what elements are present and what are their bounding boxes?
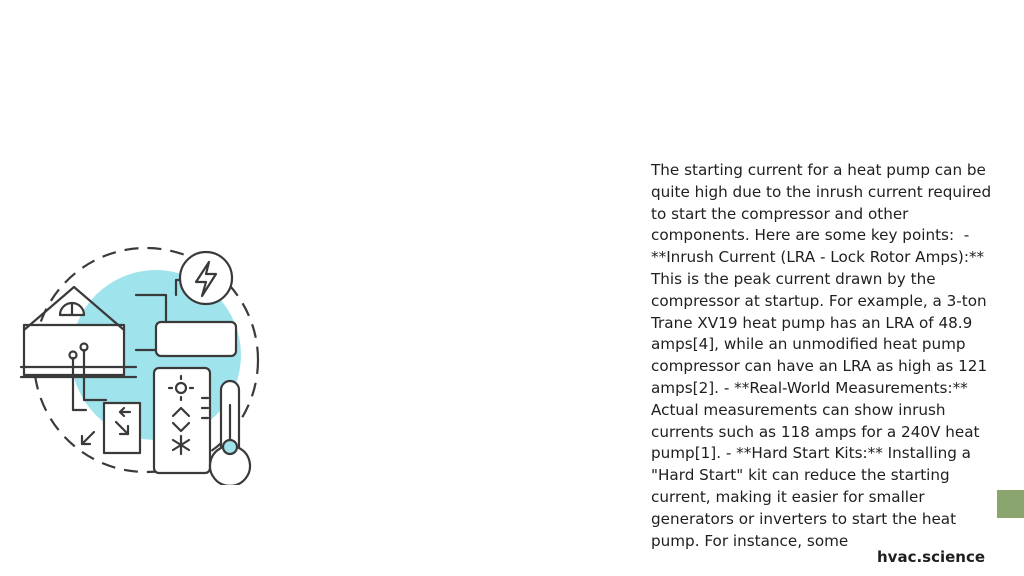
brand-watermark: hvac.science	[877, 548, 986, 566]
arrows-icon	[82, 403, 140, 453]
article-paragraph: The starting current for a heat pump can be quite high due to the inrush current required to start the compressor and other components. Here are some key points: - **Inrush Current (LRA - Lock Rotor Amps):** This is the peak current drawn by the compressor at startup. For example, a 3-ton Trane XV19 heat pump has an LRA of 48.9 amps[4], while an unmodified heat pump compressor can have an LRA as high as 121 amps[2]. - **Real-World Measurements:** Actual measurements can show inrush currents such as 118 amps for a 240V heat pump[1]. - **Hard Start Kits:** Installing a "Hard Start" kit can reduce the starting current, making it easier for smaller generators or inverters to start the heat pump. For instance, some	[651, 161, 996, 550]
side-tab-button[interactable]	[997, 490, 1024, 518]
article-body	[651, 160, 1001, 552]
heat-pump-illustration	[16, 240, 266, 485]
lightning-bolt-icon	[180, 252, 232, 304]
remote-control-icon	[154, 368, 210, 473]
outdoor-unit	[156, 322, 236, 356]
